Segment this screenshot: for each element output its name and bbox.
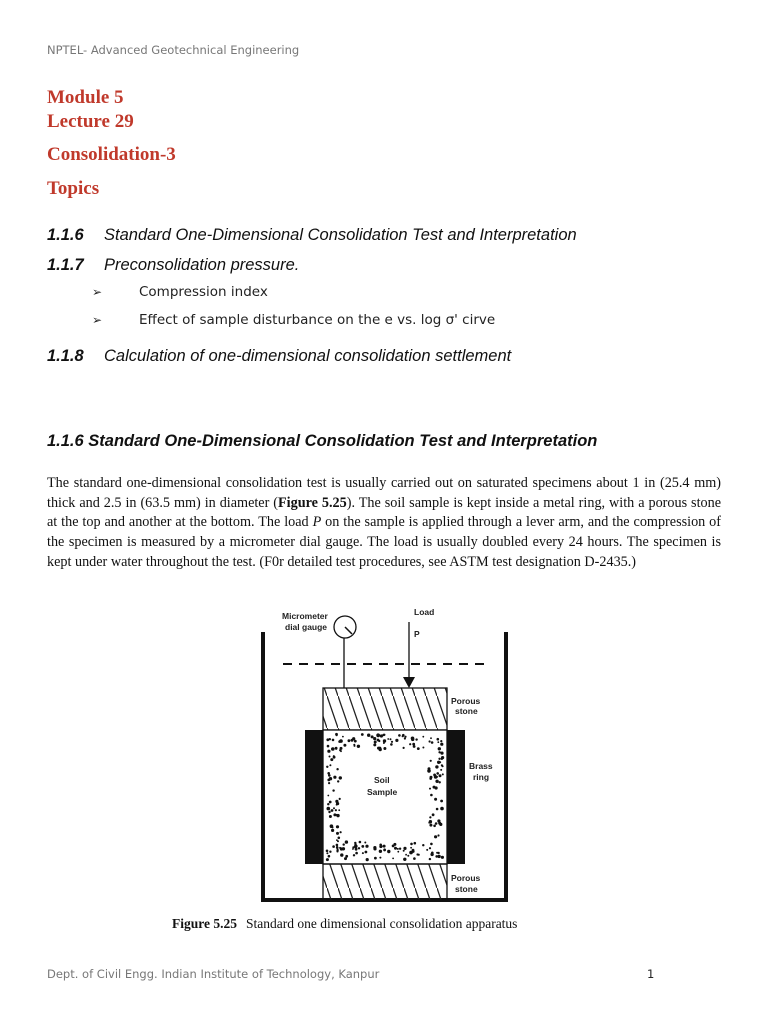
bullet-item: [92, 284, 268, 300]
toc-item: [47, 256, 299, 275]
load-label: Load: [414, 607, 435, 617]
toc-text: Standard One-Dimensional Consolidation Test and Interpretation: [104, 226, 577, 244]
soil-sample-label: Sample: [367, 787, 398, 797]
load-symbol: P: [312, 514, 322, 531]
figure-reference: Figure 5.25: [278, 494, 347, 511]
figure-caption: [172, 916, 517, 932]
brass-ring-label: ring: [473, 772, 490, 782]
paragraph-text: The standard one-dimensional consolidation test is usually carried out on saturated specimens about 1 in (25.4 mm) thick and 2.5 in (63.5 mm) in diameter (: [47, 475, 721, 511]
paragraph-text: on the sample is applied through a lever arm, and the compression of the specimen is measured by a micrometer dial gauge. The load is usually doubled every 24 hours. The specimen is kept under water throughout the test. (F0r detailed test procedures, see ASTM test designation D-2435.): [47, 514, 721, 570]
bullet-text: Effect of sample disturbance on the e vs. log σ' cirve: [139, 312, 496, 328]
load-p-label: P: [414, 629, 420, 639]
bullet-item: [92, 312, 495, 328]
topics-heading: Topics: [47, 178, 100, 199]
arrow-bullet-icon: ➢: [92, 313, 103, 327]
micrometer-label: dial gauge: [285, 622, 328, 632]
chapter-title: Consolidation-3: [47, 144, 176, 165]
toc-number: 1.1.6: [47, 226, 84, 244]
brass-ring-left: [305, 730, 323, 864]
porous-stone-bottom: [323, 864, 447, 900]
brass-ring-right: [447, 730, 465, 864]
porous-stone-bottom-label: Porous: [451, 873, 481, 883]
porous-stone-top-label: stone: [455, 706, 478, 716]
running-header: NPTEL- Advanced Geotechnical Engineering: [47, 43, 300, 57]
body-paragraph: [47, 474, 721, 573]
toc-item: [47, 226, 577, 245]
figure-caption-text: Standard one dimensional consolidation apparatus: [246, 916, 518, 931]
footer-dept: Dept. of Civil Engg. Indian Institute of Technology, Kanpur: [47, 967, 380, 981]
toc-number: 1.1.8: [47, 347, 84, 365]
consolidation-apparatus-figure: [250, 600, 520, 912]
lecture-title: Lecture 29: [47, 111, 134, 132]
soil-sample-label: Soil: [374, 775, 390, 785]
arrow-bullet-icon: ➢: [92, 285, 103, 299]
page-number: 1: [647, 967, 655, 981]
paragraph-text: ). The soil sample is kept inside a metal ring, with a porous stone at the top and another at the bottom. The load: [47, 494, 721, 531]
porous-stone-top-label: Porous: [451, 696, 481, 706]
porous-stone-bottom-label: stone: [455, 884, 478, 894]
toc-text: Preconsolidation pressure.: [104, 256, 300, 274]
section-heading: 1.1.6 Standard One-Dimensional Consolidation Test and Interpretation: [47, 432, 598, 450]
brass-ring-label: Brass: [469, 761, 493, 771]
micrometer-label: Micrometer: [282, 611, 328, 621]
toc-item: [47, 347, 511, 366]
module-title: Module 5: [47, 87, 124, 108]
soil-sample: [323, 730, 447, 864]
toc-text: Calculation of one-dimensional consolidation settlement: [104, 347, 512, 365]
toc-number: 1.1.7: [47, 256, 84, 274]
porous-stone-top: [323, 688, 447, 730]
figure-caption-label: Figure 5.25: [172, 916, 237, 931]
bullet-text: Compression index: [139, 284, 268, 300]
